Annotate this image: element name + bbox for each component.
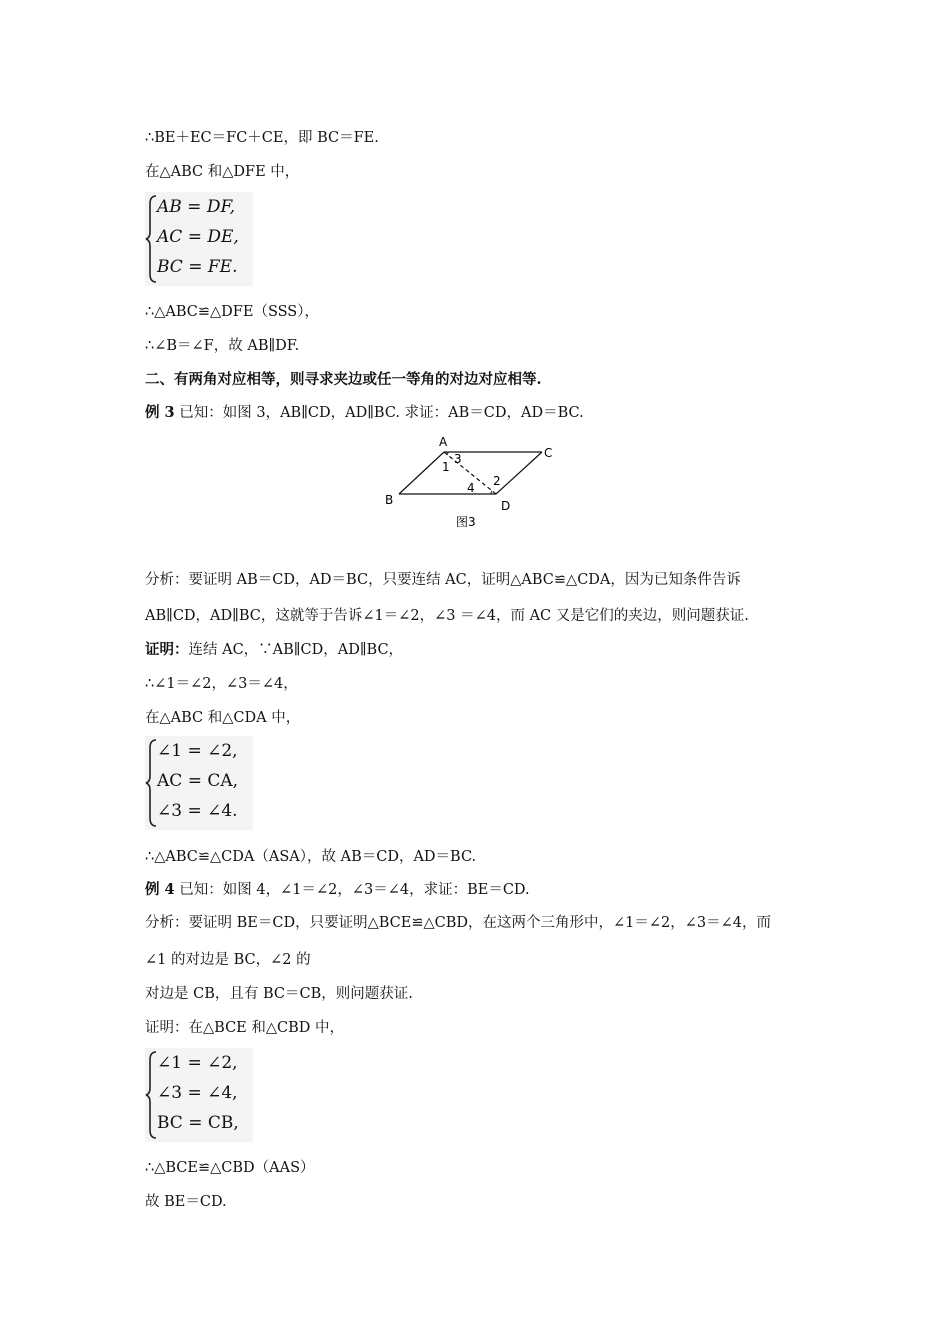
- equation-row: AC = CA,: [157, 771, 239, 791]
- parallelogram-diagram: [383, 432, 563, 537]
- point-label: B: [385, 493, 394, 507]
- equation-row: ∠3 = ∠4,: [157, 1083, 238, 1103]
- equation-row: AC = DE,: [157, 227, 239, 247]
- example-text: 已知：如图 3，AB∥CD，AD∥BC. 求证：AB＝CD，AD＝BC.: [174, 405, 584, 421]
- analysis-line: 对边是 CB，且有 BC＝CB，则问题获证.: [145, 986, 413, 1002]
- analysis-line: ∠1 的对边是 BC，∠2 的: [145, 952, 311, 968]
- proof-line: 在△ABC 和△CDA 中，: [145, 710, 301, 726]
- point-label: D: [501, 499, 511, 513]
- proof-line: ∴∠1＝∠2，∠3＝∠4，: [145, 676, 298, 692]
- analysis-line: 分析：要证明 AB＝CD，AD＝BC，只要连结 AC，证明△ABC≌△CDA，因为已知条件告诉: [145, 572, 741, 588]
- proof-line: ∴∠B＝∠F，故 AB∥DF.: [145, 338, 300, 354]
- equation-system-1: [145, 192, 253, 286]
- proof-line: 故 BE＝CD.: [145, 1194, 227, 1210]
- section-heading: 二、有两角对应相等，则寻求夹边或任一等角的对边对应相等.: [145, 371, 542, 388]
- example-label: 例 3: [145, 404, 175, 421]
- figure-caption: 图3: [456, 515, 476, 529]
- angle-label: 2: [493, 474, 501, 488]
- equation-system-3: [145, 1048, 253, 1142]
- point-label: C: [544, 446, 553, 460]
- equation-row: AB = DF,: [157, 197, 236, 217]
- proof-line: 在△ABC 和△DFE 中，: [145, 164, 300, 180]
- angle-label: 3: [454, 452, 462, 466]
- example-3-statement: [145, 403, 584, 423]
- figure-3: [383, 432, 563, 537]
- proof-line: ∴△ABC≌△DFE（SSS），: [145, 304, 319, 320]
- equation-row: ∠3 = ∠4.: [157, 801, 238, 821]
- proof-line: [145, 640, 403, 660]
- analysis-line: AB∥CD，AD∥BC，这就等于告诉∠1＝∠2，∠3 ＝∠4，而 AC 又是它们的夹边，则问题获证.: [145, 608, 749, 624]
- proof-label: 证明：: [145, 641, 189, 658]
- analysis-line: 分析：要证明 BE＝CD，只要证明△BCE≌△CBD，在这两个三角形中，∠1＝∠2，∠3＝∠4，而: [145, 915, 771, 931]
- point-label: A: [439, 435, 448, 449]
- example-label: 例 4: [145, 881, 175, 898]
- proof-line: 证明：在△BCE 和△CBD 中，: [145, 1020, 344, 1036]
- proof-text: 连结 AC，∵AB∥CD，AD∥BC，: [188, 642, 404, 658]
- equation-row: ∠1 = ∠2,: [157, 1053, 238, 1073]
- proof-line: ∴△BCE≌△CBD（AAS）: [145, 1160, 315, 1176]
- equation-row: BC = FE.: [157, 257, 238, 277]
- proof-line: ∴△ABC≌△CDA（ASA），故 AB＝CD，AD＝BC.: [145, 849, 477, 865]
- equation-row: BC = CB,: [157, 1113, 239, 1133]
- example-text: 已知：如图 4，∠1＝∠2，∠3＝∠4，求证：BE＝CD.: [174, 882, 530, 898]
- equation-row: ∠1 = ∠2,: [157, 741, 238, 761]
- example-4-statement: [145, 880, 530, 900]
- angle-label: 4: [467, 481, 475, 495]
- equation-system-2: [145, 736, 253, 830]
- angle-label: 1: [442, 460, 450, 474]
- proof-line: ∴BE＋EC＝FC＋CE，即 BC＝FE.: [145, 130, 379, 146]
